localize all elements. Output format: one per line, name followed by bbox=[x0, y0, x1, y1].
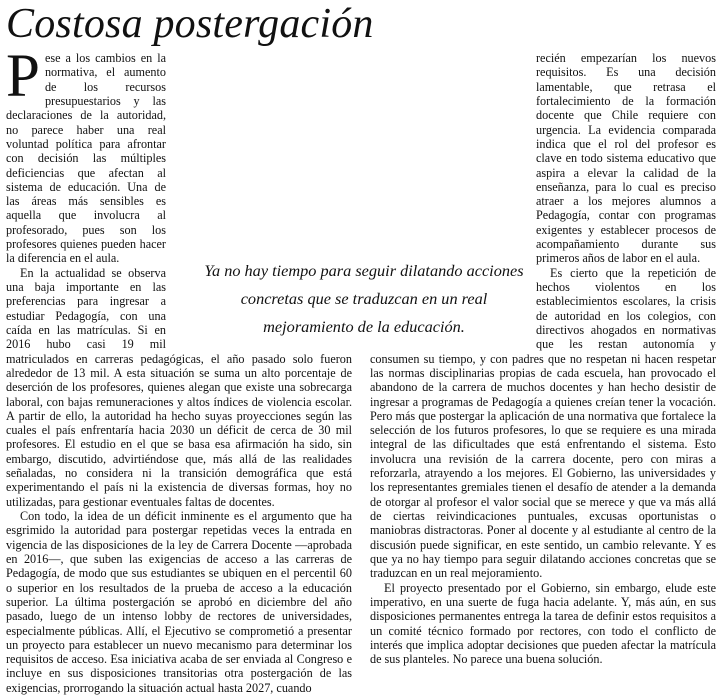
article-paragraph: Pese a los cambios en la normativa, el aumento de los recursos presupuestarios y las declaraciones de la autoridad, no parece haber una real voluntad política para afrontar con decisión las múltiples deficiencias que afectan al sistema de educación. Una de las áreas más sensibles es aquella que involucra al profesorado, pues son los profesores quienes pueden hacer la diferencia en el aula. bbox=[6, 43, 166, 266]
article-paragraph: El proyecto presentado por el Gobierno, sin embargo, elude este imperativo, en una suerte de fuga hacia adelante. Y, más aún, en sus disposiciones permanentes entrega la tarea de definir estos requisitos a un comité técnico formado por rectores, con todo el conflicto de interés que implica adoptar decisiones que pueden afectar la matrícula de sus planteles. No parece una buena solución. bbox=[370, 580, 716, 667]
article-paragraph: Con todo, la idea de un déficit inminente es el argumento que ha esgrimido la autoridad para postergar repetidas veces la entrada en vigencia de las disposiciones de la ley de Carrera Docente —aprobada en 2016—, que suben las exigencias de acceso a las carreras de Pedagogía, de modo que sus estudiantes se ubiquen en el percentil 60 o superior en los resultados de la prueba de acceso a la educación superior. La última postergación se aprobó en diciembre del año pasado, luego de un intenso lobby de rectores de universidades, especialmente públicas. Allí, el Ejecutivo se comprometió a presentar un proyecto para establecer un nuevo mecanismo para determinar los requisitos de acceso. Esa iniciativa acaba de ser enviada al Congreso e incluye en sus disposiciones transitorias otra postergación de las exigencias, prorrogando la situación actual hasta 2027, cuando bbox=[6, 509, 352, 695]
article-paragraph: Es cierto que la repetición de hechos violentos en los establecimientos escolares, la crisis de autoridad en los colegios, con directivos ahogados en normativas que les restan autonomía y consumen su tiempo, y con padres que no respetan ni hacen respetar las normas disciplinarias propias de cada escuela, han provocado el abandono de la carrera de muchos docentes y han hecho desistir de ingresar a programas de Pedagogía a quienes creían tener la vocación. Pero más que postergar la aplicación de una normativa que fortalece la selección de los futuros profesores, lo que se requiere es una mirada integral de las dificultades que está enfrentando el sistema. Esto involucra una revisión de la carrera docente, pero con miras a reforzarla, atrayendo a los mejores. El Gobierno, las universidades y los representantes gremiales tienen el desafío de atender a la demanda de otorgar al profesor el valor social que se merece y que va más allá de ciertas reivindicaciones puntuales, excusas oportunistas o maniobras distractoras. Poner al docente y al estudiante al centro de la discusión puede significar, en este sentido, un cambio relevante. Y es que ya no hay tiempo para seguir dilatando acciones concretas que se traduzcan en un real mejoramiento. bbox=[370, 265, 716, 581]
article-title: Costosa postergación bbox=[6, 1, 374, 47]
article-column-right bbox=[370, 51, 716, 666]
article-paragraph: recién empezarían los nuevos requisitos. Es una decisión lamentable, que retrasa el fortalecimiento de la formación docente que Chile requiere con urgencia. La evidencia comparada indica que el rol del profesor es clave en todo sistema educativo que aspira a elevar la calidad de la enseñanza, para lo cual es preciso atraer a los mejores alumnos a Pedagogía, contar con programas exigentes y establecer procesos de acompañamiento durante sus primeros años de labor en el aula. bbox=[536, 51, 716, 266]
article-column-left bbox=[6, 43, 352, 695]
drop-cap: P bbox=[6, 43, 40, 110]
pull-quote: Ya no hay tiempo para seguir dilatando acciones concretas que se traduzcan en un real mejoramiento de la educación. bbox=[196, 250, 532, 348]
article-paragraph: En la actualidad se observa una baja importante en las preferencias para ingresar a estudiar Pedagogía, con una caída en las matrículas. Si en 2016 hubo casi 19 mil matriculados en carreras pedagógicas, el año pasado solo fueron alrededor de 13 mil. A esta situación se suma un alto porcentaje de deserción de los profesores, quienes alegan que existe una sobrecarga laboral, con bajas remuneraciones y altos índices de violencia escolar. A partir de ello, la autoridad ha hecho suyas proyecciones según las cuales el país enfrentaría hacia 2030 un déficit de cerca de 30 mil profesores. El estudio en el que se basa esa afirmación ha sido, sin embargo, discutido, advirtiéndose que, más allá de las realidades señaladas, no considera ni la transición demográfica que está experimentando el país ni la existencia de diversas formas, hoy no utilizadas, para gestionar eventuales faltas de docentes. bbox=[6, 265, 352, 509]
